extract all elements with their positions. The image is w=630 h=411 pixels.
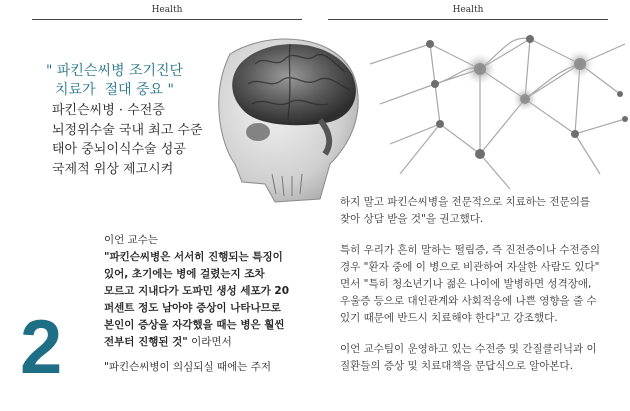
headline-quote-line1: " 파킨슨씨병 조기진단 bbox=[46, 63, 184, 79]
body-line-bold: 본인이 증상을 자각했을 때는 병은 훨씬 bbox=[104, 319, 285, 331]
body-line: 경우 "환자 중에 이 병으로 비관하여 자살한 사람도 있다" bbox=[340, 261, 600, 273]
subtitle-line: 파킨슨씨병 · 수전증 bbox=[52, 103, 165, 118]
headline-quote bbox=[46, 62, 183, 100]
paragraph bbox=[340, 242, 630, 327]
section-label: Health bbox=[452, 5, 484, 15]
page-number: 2 bbox=[20, 305, 63, 390]
subtitle-line: 태아 중뇌이식수술 성공 bbox=[52, 142, 186, 157]
left-column-text bbox=[104, 232, 304, 376]
body-line: 하지 말고 파킨슨씨병을 전문적으로 치료하는 전문의를 bbox=[340, 196, 590, 208]
body-line-bold: 퍼센트 정도 남아야 증상이 나타나므로 bbox=[104, 302, 281, 314]
body-line-tail: 이라면서 bbox=[187, 336, 232, 348]
body-line: 특히 우리가 흔히 말하는 떨림증, 즉 진전증이나 수전증의 bbox=[340, 244, 600, 256]
page-header-left bbox=[32, 0, 302, 22]
brain-neuron-illustration bbox=[180, 24, 630, 209]
body-line: 이언 교수팀이 운영하고 있는 수전증 및 간질클리닉과 이 bbox=[340, 343, 597, 355]
body-line: 면서 "특히 청소년기나 젊은 나이에 발병하면 성격장애, bbox=[340, 278, 592, 290]
headline-subtitle bbox=[52, 101, 203, 179]
page-header-right bbox=[328, 0, 608, 22]
header-rule bbox=[32, 19, 302, 20]
section-label: Health bbox=[151, 5, 183, 15]
body-line bbox=[104, 334, 304, 351]
paragraph-gap bbox=[104, 351, 304, 359]
body-line: 우울증 등으로 대인관계와 사회적응에 나쁜 영향을 줄 수 bbox=[340, 295, 597, 307]
body-line: 질환들의 증상 및 치료대책을 문답식으로 알아본다. bbox=[340, 360, 574, 372]
body-line: 있기 때문에 반드시 치료해야 한다"고 강조했다. bbox=[340, 312, 558, 324]
paragraph bbox=[340, 194, 630, 228]
body-line: 찾아 상담 받을 것"을 권고했다. bbox=[340, 213, 484, 225]
body-line-bold: 전부터 진행된 것" bbox=[104, 336, 188, 348]
header-rule bbox=[328, 19, 608, 20]
body-line: 이언 교수는 bbox=[104, 234, 159, 246]
headline-quote-line2: 치료가 절대 중요 " bbox=[55, 82, 174, 98]
body-line-bold: 있어, 초기에는 병에 걸렸는지 조차 bbox=[104, 268, 265, 280]
body-line: "파킨슨씨병이 의심되실 때에는 주저 bbox=[104, 361, 271, 373]
paragraph bbox=[340, 341, 630, 375]
subtitle-line: 국제적 위상 제고시켜 bbox=[52, 161, 174, 177]
body-line-bold: 모르고 지내다가 도파민 생성 세포가 20 bbox=[104, 285, 290, 297]
right-column-text bbox=[340, 194, 630, 389]
body-line-bold: "파킨슨씨병은 서서히 진행되는 특징이 bbox=[104, 251, 283, 263]
subtitle-line: 뇌정위수술 국내 최고 수준 bbox=[52, 122, 203, 138]
